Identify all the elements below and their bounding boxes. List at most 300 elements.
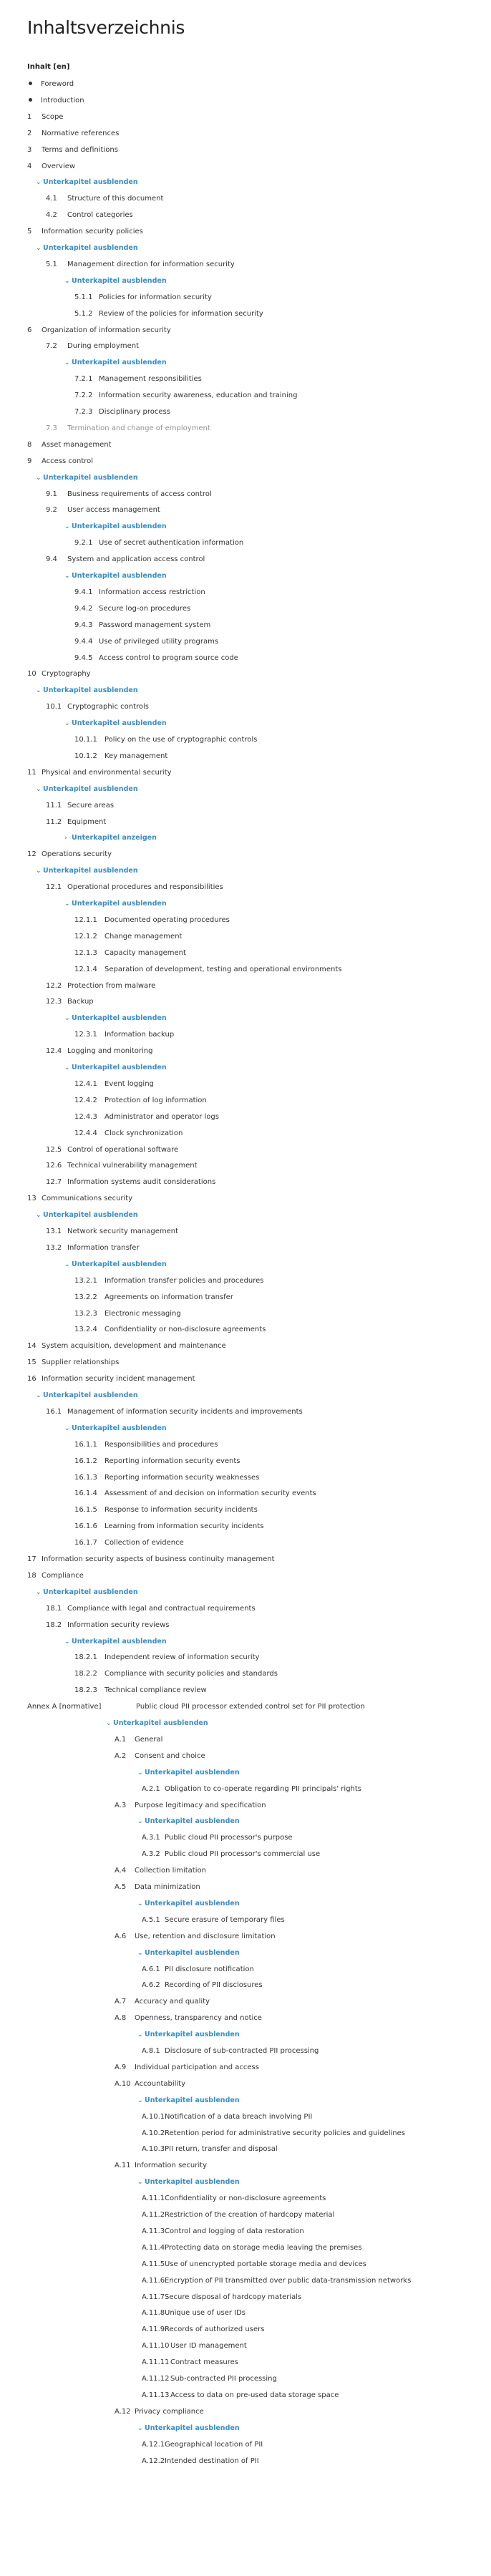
toc-entry-number: 13.1 xyxy=(46,1228,62,1235)
toc-entry[interactable] xyxy=(142,2226,304,2237)
toggle-hide-subchapters[interactable] xyxy=(36,177,138,188)
toc-entry[interactable] xyxy=(115,1734,162,1746)
toc-entry[interactable] xyxy=(46,996,94,1008)
toc-entry[interactable] xyxy=(74,587,205,598)
toc-entry-number: 5.1.1 xyxy=(74,293,93,301)
toc-entry-number: 12.5 xyxy=(46,1146,62,1154)
toc-entry[interactable] xyxy=(115,2160,207,2172)
toc-entry-number: 12.1.2 xyxy=(74,933,97,941)
toc-entry[interactable] xyxy=(46,341,139,352)
toc-entry[interactable] xyxy=(115,1882,200,1893)
toc-entry[interactable] xyxy=(27,669,91,680)
toc-entry-number: A.10.1 xyxy=(142,2113,165,2121)
toggle-hide-subchapters[interactable] xyxy=(36,472,138,484)
toc-entry[interactable] xyxy=(27,145,118,156)
toc-entry-number: 15 xyxy=(27,1359,37,1366)
chevron-down-icon: ⌄ xyxy=(137,1818,143,1825)
chevron-down-icon: ⌄ xyxy=(137,1950,143,1957)
toc-entry-label: User ID management xyxy=(170,2342,247,2350)
toc-entry-label: Assessment of and decision on information security events xyxy=(104,1489,316,1497)
toc-entry[interactable] xyxy=(46,1226,178,1238)
toc-entry-label: Protection from malware xyxy=(67,982,156,990)
toc-entry-label: User access management xyxy=(67,506,160,514)
toc-entry[interactable] xyxy=(27,849,112,860)
toc-entry[interactable] xyxy=(74,1472,259,1484)
toc-entry[interactable] xyxy=(142,2456,259,2467)
toc-entry-number: A.11.9 xyxy=(142,2325,165,2333)
toc-entry[interactable] xyxy=(46,554,205,565)
toc-entry-number: 9.4.5 xyxy=(74,654,93,662)
toc-entry[interactable] xyxy=(142,2128,405,2139)
toc-entry[interactable] xyxy=(46,1177,215,1188)
toc-entry-label: Information access restriction xyxy=(99,588,205,596)
toc-entry[interactable] xyxy=(115,2062,259,2074)
toc-entry-label: Independent review of information security xyxy=(104,1653,260,1661)
toggle-label: Unterkapitel ausblenden xyxy=(145,2424,240,2432)
toc-entry[interactable] xyxy=(74,751,167,762)
toc-entry[interactable] xyxy=(74,1439,218,1451)
toggle-label: Unterkapitel ausblenden xyxy=(145,2178,240,2186)
toc-entry[interactable] xyxy=(27,1554,275,1565)
chevron-down-icon: ⌄ xyxy=(36,475,42,482)
toc-entry-number: 7.2.2 xyxy=(74,392,93,399)
toc-entry-label: Protecting data on storage media leaving the premises xyxy=(165,2244,362,2252)
toc-entry-label: Information systems audit considerations xyxy=(67,1178,216,1186)
toc-entry-label: Communications security xyxy=(42,1195,133,1202)
toc-entry[interactable] xyxy=(27,1357,119,1369)
toc-entry-label: Sub-contracted PII processing xyxy=(170,2375,277,2383)
toc-entry[interactable] xyxy=(142,2111,312,2123)
toggle-hide-subchapters[interactable] xyxy=(64,718,167,729)
toc-entry-number: 13.2 xyxy=(46,1244,62,1252)
toggle-hide-subchapters[interactable] xyxy=(36,243,138,254)
toc-entry[interactable] xyxy=(46,423,210,434)
toc-entry[interactable] xyxy=(27,1341,226,1352)
toggle-hide-subchapters[interactable] xyxy=(36,1587,138,1598)
chevron-down-icon: ⌄ xyxy=(137,2179,143,2186)
toc-entry[interactable] xyxy=(29,79,74,90)
toc-entry-number: 13.2.3 xyxy=(74,1310,97,1318)
toc-entry[interactable] xyxy=(46,259,235,271)
toc-entry-number: A.10.3 xyxy=(142,2145,165,2153)
toc-entry-label: Organization of information security xyxy=(42,326,171,334)
toc-entry[interactable] xyxy=(46,1243,140,1254)
toc-entry-label: Physical and environmental security xyxy=(42,769,172,777)
toc-entry-label: Geographical location of PII xyxy=(165,2441,263,2449)
toc-entry-number: 17 xyxy=(27,1555,37,1563)
toc-entry[interactable] xyxy=(74,390,297,402)
toc-entry[interactable] xyxy=(74,1095,207,1107)
toc-entry[interactable] xyxy=(46,489,212,500)
chevron-down-icon: ⌄ xyxy=(36,1212,42,1219)
toc-entry[interactable] xyxy=(142,2308,245,2319)
toc-entry[interactable] xyxy=(27,1701,365,1713)
toc-entry-label: Information security incident management xyxy=(42,1375,195,1383)
toc-entry[interactable] xyxy=(46,210,133,221)
toggle-label: Unterkapitel ausblenden xyxy=(43,1211,138,1219)
toc-entry-label: Confidentiality or non-disclosure agreements xyxy=(104,1326,266,1333)
toggle-label: Unterkapitel ausblenden xyxy=(43,686,138,694)
chevron-down-icon: ⌄ xyxy=(64,573,70,580)
toggle-hide-subchapters[interactable] xyxy=(64,1423,167,1434)
toc-entry-label: System acquisition, development and maintenance xyxy=(42,1342,226,1350)
toggle-hide-subchapters[interactable] xyxy=(64,898,167,910)
toc-entry[interactable] xyxy=(115,2013,262,2024)
chevron-down-icon: ⌄ xyxy=(64,1261,70,1268)
toc-entry-number: A.11.13 xyxy=(142,2391,170,2399)
toc-entry-label: Information transfer policies and procedures xyxy=(104,1277,264,1285)
toc-entry-number: 10.1 xyxy=(46,703,62,711)
toc-entry-label: Information security aspects of business continuity management xyxy=(42,1555,275,1563)
toc-entry-number: 12.4.3 xyxy=(74,1113,97,1121)
toggle-hide-subchapters[interactable] xyxy=(64,276,167,287)
toc-entry[interactable] xyxy=(142,2292,301,2303)
toc-entry-number: 12.3 xyxy=(46,998,62,1006)
toc-entry-label: Logging and monitoring xyxy=(67,1047,153,1055)
toc-entry[interactable] xyxy=(142,1980,263,1991)
toc-entry-label: Network security management xyxy=(67,1228,179,1235)
chevron-down-icon: ⌄ xyxy=(137,2425,143,2432)
toc-entry[interactable] xyxy=(142,2193,326,2205)
toc-entry-number: 16.1.6 xyxy=(74,1522,97,1530)
toc-entry-label: Review of the policies for information security xyxy=(99,310,263,318)
bullet-icon xyxy=(29,98,32,102)
toc-entry[interactable] xyxy=(46,505,160,516)
toc-entry-number: A.11.6 xyxy=(142,2277,165,2285)
toc-entry-number: 7.2.3 xyxy=(74,408,93,416)
toc-entry-label: Accuracy and quality xyxy=(135,1998,210,2006)
toc-entry-label: Public cloud PII processor's commercial use xyxy=(165,1850,321,1858)
toggle-hide-subchapters[interactable] xyxy=(64,1636,167,1648)
toc-entry-label: Cryptography xyxy=(42,670,91,678)
toggle-hide-subchapters[interactable] xyxy=(36,1390,138,1401)
toggle-hide-subchapters[interactable] xyxy=(137,1898,240,1910)
toc-entry[interactable] xyxy=(115,1996,210,2008)
toc-entry-label: Disciplinary process xyxy=(99,408,170,416)
toc-entry-number: 9.2 xyxy=(46,506,57,514)
toc-entry[interactable] xyxy=(74,915,230,926)
toggle-label: Unterkapitel ausblenden xyxy=(43,867,138,875)
chevron-down-icon: ⌄ xyxy=(64,1638,70,1646)
toc-entry[interactable] xyxy=(142,2259,366,2270)
toc-entry[interactable] xyxy=(74,1685,207,1696)
toc-entry[interactable] xyxy=(142,2242,362,2254)
toc-entry-number: 2 xyxy=(27,130,32,137)
toggle-label: Unterkapitel ausblenden xyxy=(72,1014,167,1022)
chevron-down-icon: ⌄ xyxy=(137,2031,143,2038)
toc-entry-label: PII disclosure notification xyxy=(165,1965,254,1973)
toc-entry-number: 16.1.3 xyxy=(74,1474,97,1482)
toggle-hide-subchapters[interactable] xyxy=(137,2423,240,2434)
toc-entry-label: Structure of this document xyxy=(67,195,164,203)
chevron-down-icon: ⌄ xyxy=(137,1900,143,1907)
toc-entry-number: A.6.2 xyxy=(142,1981,160,1989)
toggle-hide-subchapters[interactable] xyxy=(137,2029,240,2041)
toc-entry-label: Terms and definitions xyxy=(42,146,118,154)
toc-entry[interactable] xyxy=(74,1652,259,1663)
toc-entry[interactable] xyxy=(74,1308,181,1320)
toc-entry-label: Secure log-on procedures xyxy=(99,605,191,613)
toc-entry[interactable] xyxy=(27,112,63,123)
toc-entry-number: A.2 xyxy=(115,1752,127,1760)
toc-entry-number: A.5 xyxy=(115,1883,127,1891)
toc-entry[interactable] xyxy=(142,1784,361,1795)
toggle-hide-subchapters[interactable] xyxy=(137,1816,240,1827)
toggle-hide-subchapters[interactable] xyxy=(36,784,138,795)
toggle-hide-subchapters[interactable] xyxy=(64,1013,167,1024)
toggle-hide-subchapters[interactable] xyxy=(36,865,138,877)
toc-entry[interactable] xyxy=(142,2341,247,2352)
toggle-label: Unterkapitel ausblenden xyxy=(72,1260,167,1268)
toc-entry[interactable] xyxy=(115,1865,206,1877)
toc-entry-label: Information security reviews xyxy=(67,1621,170,1629)
toggle-label: Unterkapitel ausblenden xyxy=(72,900,167,908)
toc-entry[interactable] xyxy=(27,1193,132,1205)
toc-entry-number: 4.2 xyxy=(46,211,57,219)
toc-entry-number: 7.2.1 xyxy=(74,375,93,383)
toc-entry-number: A.8.1 xyxy=(142,2047,160,2055)
toc-entry-label: Access to data on pre-used data storage space xyxy=(170,2391,339,2399)
toc-entry[interactable] xyxy=(115,1931,276,1943)
toc-entry[interactable] xyxy=(74,1324,266,1336)
chevron-down-icon: ⌄ xyxy=(64,278,70,285)
toc-entry[interactable] xyxy=(142,2373,277,2385)
toc-entry[interactable] xyxy=(74,1668,278,1680)
chevron-down-icon: ⌄ xyxy=(137,1769,143,1777)
toc-entry[interactable] xyxy=(74,603,190,615)
toc-entry[interactable] xyxy=(74,308,263,320)
toc-entry[interactable] xyxy=(46,1144,178,1156)
toc-entry-number: 11 xyxy=(27,769,37,777)
chevron-right-icon: › xyxy=(64,835,67,842)
toc-entry[interactable] xyxy=(27,128,119,140)
toc-entry-label: Asset management xyxy=(42,441,112,449)
toc-entry-label: Collection limitation xyxy=(135,1867,206,1875)
toc-entry[interactable] xyxy=(115,1800,266,1812)
chevron-down-icon: ⌄ xyxy=(64,1425,70,1432)
toc-entry-label: Individual participation and access xyxy=(135,2064,259,2071)
toc-entry-label: Operational procedures and responsibilities xyxy=(67,883,223,891)
toc-entry-label: Access control to program source code xyxy=(99,654,238,662)
toc-entry[interactable] xyxy=(142,2275,411,2287)
toc-entry[interactable] xyxy=(142,1849,320,1860)
toc-entry-number: A.11.1 xyxy=(142,2195,165,2202)
toggle-hide-subchapters[interactable] xyxy=(106,1718,208,1729)
toc-entry-number: 5 xyxy=(27,228,32,235)
toc-entry-label: Operations security xyxy=(42,850,112,858)
toggle-label: Unterkapitel ausblenden xyxy=(43,785,138,793)
toggle-hide-subchapters[interactable] xyxy=(137,1767,240,1779)
toc-entry-label: Administrator and operator logs xyxy=(104,1113,219,1121)
toc-entry-label: Response to information security incidents xyxy=(104,1506,258,1514)
toc-entry-label: Reporting information security events xyxy=(104,1457,240,1465)
toggle-show-subchapters[interactable] xyxy=(64,832,157,844)
toc-entry-number: 18.1 xyxy=(46,1605,62,1613)
toc-entry[interactable] xyxy=(46,701,149,713)
toc-entry[interactable] xyxy=(74,964,342,976)
toc-entry[interactable] xyxy=(142,2046,319,2057)
toc-entry[interactable] xyxy=(115,2406,204,2418)
toc-entry-number: A.12.1 xyxy=(142,2441,165,2449)
toc-entry[interactable] xyxy=(74,1456,240,1467)
toc-entry[interactable] xyxy=(142,2390,339,2401)
toc-entry[interactable] xyxy=(74,1505,258,1516)
toggle-hide-subchapters[interactable] xyxy=(64,1259,167,1270)
toc-entry[interactable] xyxy=(142,2210,334,2221)
toggle-hide-subchapters[interactable] xyxy=(64,1062,167,1074)
toc-entry[interactable] xyxy=(74,931,182,943)
toc-entry[interactable] xyxy=(74,374,202,385)
toc-entry-number: 9.4.4 xyxy=(74,638,93,646)
toc-entry[interactable] xyxy=(74,734,257,746)
toc-entry[interactable] xyxy=(27,439,112,451)
toggle-label: Unterkapitel ausblenden xyxy=(43,1391,138,1399)
toc-entry[interactable] xyxy=(142,1832,293,1844)
toc-entry[interactable] xyxy=(46,1046,152,1057)
toc-entry-label: Control of operational software xyxy=(67,1146,179,1154)
toc-entry-label: Information transfer xyxy=(67,1244,140,1252)
toc-entry[interactable] xyxy=(74,1521,263,1532)
toggle-hide-subchapters[interactable] xyxy=(64,570,167,582)
toggle-hide-subchapters[interactable] xyxy=(64,521,167,533)
toc-entry[interactable] xyxy=(27,161,75,172)
toc-entry-label: Reporting information security weaknesses xyxy=(104,1474,260,1482)
toc-entry[interactable] xyxy=(46,1620,169,1631)
chevron-down-icon: ⌄ xyxy=(137,2097,143,2104)
toc-entry-label: Change management xyxy=(104,933,183,941)
toc-entry-label: Cryptographic controls xyxy=(67,703,149,711)
toc-entry-number: 4.1 xyxy=(46,195,57,203)
toggle-hide-subchapters[interactable] xyxy=(36,1210,138,1221)
toc-entry[interactable] xyxy=(27,325,171,336)
toc-entry-label: Intended destination of PII xyxy=(165,2457,259,2465)
toc-entry-label: Contract measures xyxy=(170,2358,239,2366)
toc-entry-number: Annex A [normative] xyxy=(27,1703,102,1711)
toc-entry[interactable] xyxy=(27,1374,195,1385)
toc-entry[interactable] xyxy=(46,882,223,893)
toc-entry-number: A.11.10 xyxy=(142,2342,170,2350)
toc-entry-number: 12.1.4 xyxy=(74,966,97,973)
toc-entry[interactable] xyxy=(46,193,163,205)
toc-entry-label: Equipment xyxy=(67,818,107,826)
toggle-hide-subchapters[interactable] xyxy=(137,2177,240,2188)
toggle-hide-subchapters[interactable] xyxy=(64,357,167,369)
toc-entry-label: Recording of PII disclosures xyxy=(165,1981,263,1989)
toggle-label: Unterkapitel ausblenden xyxy=(145,1817,240,1825)
toc-entry[interactable] xyxy=(74,1029,174,1041)
toc-entry-label: Capacity management xyxy=(104,949,186,957)
toc-entry[interactable] xyxy=(46,981,155,992)
toc-entry-number: A.10 xyxy=(115,2080,131,2088)
toc-entry[interactable] xyxy=(115,1751,205,1762)
chevron-down-icon: ⌄ xyxy=(64,523,70,530)
toc-entry-label: Notification of a data breach involving PII xyxy=(165,2113,313,2121)
toc-entry-number: 12.4.2 xyxy=(74,1097,97,1104)
toc-entry[interactable] xyxy=(74,1537,184,1549)
toc-entry[interactable] xyxy=(27,226,143,238)
toc-entry[interactable] xyxy=(74,1488,316,1500)
toc-entry-label: System and application access control xyxy=(67,555,205,563)
toc-entry[interactable] xyxy=(74,620,210,631)
toc-entry[interactable] xyxy=(74,1112,219,1123)
toc-entry-label: Use, retention and disclosure limitation xyxy=(135,1933,276,1940)
toc-entry-label: Confidentiality or non-disclosure agreements xyxy=(165,2195,326,2202)
chevron-down-icon: ⌄ xyxy=(36,687,42,694)
toc-entry[interactable] xyxy=(74,1079,154,1090)
toc-entry-number: 9 xyxy=(27,457,32,465)
toc-entry-number: A.11.8 xyxy=(142,2309,165,2317)
toc-entry[interactable] xyxy=(46,800,114,812)
toc-entry-number: 5.1.2 xyxy=(74,310,93,318)
toc-entry[interactable] xyxy=(74,538,243,549)
toc-entry[interactable] xyxy=(74,1292,233,1303)
toggle-hide-subchapters[interactable] xyxy=(137,2095,240,2106)
toc-entry-number: 16.1 xyxy=(46,1408,62,1416)
toc-entry-number: 16.1.4 xyxy=(74,1489,97,1497)
toc-entry-number: A.5.1 xyxy=(142,1916,160,1924)
toggle-hide-subchapters[interactable] xyxy=(137,1948,240,1959)
toc-entry-label: Policy on the use of cryptographic controls xyxy=(104,736,258,744)
toc-entry[interactable] xyxy=(27,767,172,779)
toc-entry-number: 12.4.1 xyxy=(74,1080,97,1088)
toc-entry-number: A.10.2 xyxy=(142,2129,165,2137)
toc-entry[interactable] xyxy=(46,817,106,828)
toc-entry[interactable] xyxy=(27,1570,84,1582)
toc-entry-number: 12 xyxy=(27,850,37,858)
toc-entry[interactable] xyxy=(74,292,212,303)
toc-entry[interactable] xyxy=(74,636,218,648)
toc-entry-label: Control categories xyxy=(67,211,133,219)
toggle-label: Unterkapitel ausblenden xyxy=(113,1719,208,1727)
toc-entry[interactable] xyxy=(74,407,170,418)
toggle-label: Unterkapitel ausblenden xyxy=(72,1638,167,1646)
toc-entry[interactable] xyxy=(29,95,84,107)
toc-header: Inhalt [en] xyxy=(27,63,70,71)
toc-entry[interactable] xyxy=(74,1275,264,1287)
toc-entry-number: A.3.2 xyxy=(142,1850,160,1858)
toc-entry-label: Use of privileged utility programs xyxy=(99,638,219,646)
toc-entry-label: Information security awareness, education and training xyxy=(99,392,298,399)
toc-entry-label: Consent and choice xyxy=(135,1752,205,1760)
toc-entry[interactable] xyxy=(142,2144,278,2155)
toc-entry-number: 12.4 xyxy=(46,1047,62,1055)
toc-entry-number: A.4 xyxy=(115,1867,127,1875)
toc-entry[interactable] xyxy=(74,653,238,664)
toggle-hide-subchapters[interactable] xyxy=(36,685,138,696)
toc-entry[interactable] xyxy=(142,2357,238,2368)
toc-entry-label: Overview xyxy=(42,162,76,170)
toc-entry[interactable] xyxy=(142,1964,254,1975)
toggle-label: Unterkapitel ausblenden xyxy=(43,474,138,482)
toc-entry-label: Management responsibilities xyxy=(99,375,202,383)
toc-entry-number: 12.1.1 xyxy=(74,916,97,924)
toc-entry[interactable] xyxy=(74,1128,183,1139)
toc-entry-number: A.12.2 xyxy=(142,2457,165,2465)
toc-entry[interactable] xyxy=(142,2439,263,2451)
toc-entry-label: Business requirements of access control xyxy=(67,490,212,498)
toc-entry-label: Compliance xyxy=(42,1572,84,1580)
toc-entry[interactable] xyxy=(142,1915,285,1926)
toc-entry[interactable] xyxy=(46,1406,303,1418)
toc-entry[interactable] xyxy=(46,1603,256,1615)
toc-entry[interactable] xyxy=(74,948,186,959)
toc-entry[interactable] xyxy=(46,1160,198,1172)
toc-entry[interactable] xyxy=(115,2079,185,2090)
toc-entry[interactable] xyxy=(142,2324,264,2336)
toc-entry-number: 12.7 xyxy=(46,1178,62,1186)
toc-entry[interactable] xyxy=(27,456,93,467)
toc-entry-label: Encryption of PII transmitted over public data-transmission networks xyxy=(165,2277,412,2285)
